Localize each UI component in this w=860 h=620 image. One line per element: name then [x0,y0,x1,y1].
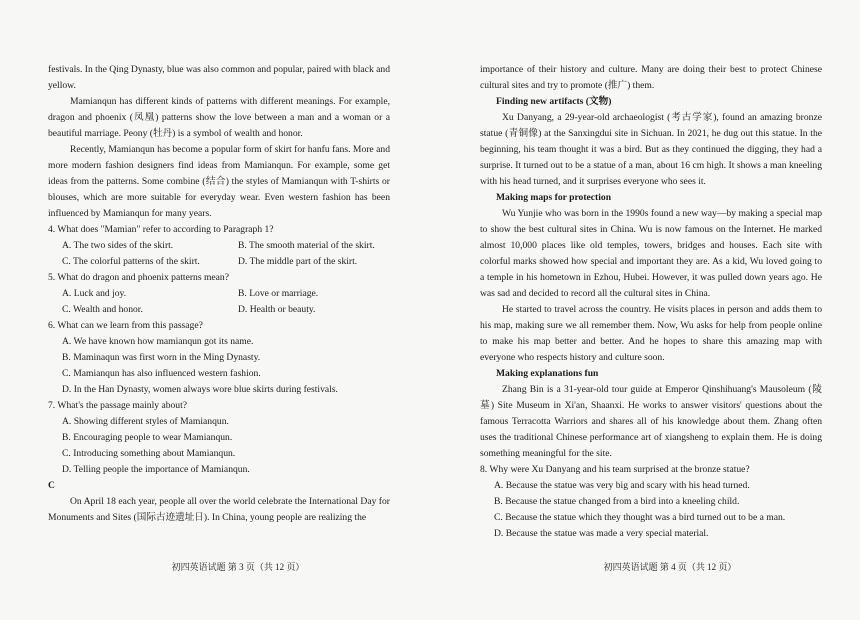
question-6-option-a: A. We have known how mamianqun got its name. [62,336,254,347]
question-4 [48,222,390,270]
question-6-option-b: B. Maminaqun was first worn in the Ming Dynasty. [62,352,261,363]
paragraph-patterns: Mamianqun has different kinds of patterns with different meanings. For example, dragon and phoenix (凤凰) patterns show the love between a man and a woman or a beautiful marriage. Peony (牡丹) is a symbol of wealth and honor. [48,96,390,139]
question-5-option-b: B. Love or marriage. [238,288,319,299]
question-7-option-d: D. Telling people the importance of Mamianqun. [62,464,250,475]
question-4-option-a: A. The two sides of the skirt. [62,240,174,251]
question-4-option-b: B. The smooth material of the skirt. [238,240,375,251]
question-5 [48,270,390,318]
question-5-options-row2 [48,302,390,318]
question-6-stem: 6. What can we learn from this passage? [48,320,203,331]
heading-making-maps: Making maps for protection [496,192,612,203]
page-4-footer: 初四英语试题 第 4 页（共 12 页） [603,562,737,572]
question-5-option-a: A. Luck and joy. [62,288,127,299]
paragraph-zhang-bin: Zhang Bin is a 31-year-old tour guide at Emperor Qinshihuang's Mausoleum (陵墓) Site Museum in Xi'an, Shaanxi. He works to answer visitors' questions about the famous Terracotta Warriors and shares all of his knowledge about them. Zhang often uses the traditional Chinese performance art of xiangsheng to explain them. He is doing something meaningful for the site. [480,384,822,459]
question-4-option-d: D. The middle part of the skirt. [238,256,358,267]
question-8-option-a: A. Because the statue was very big and scary with his head turned. [494,480,750,491]
paragraph-xu-danyang: Xu Danyang, a 29-year-old archaeologist (考古学家), found an amazing bronze statue (青铜像) at the Sanxingdui site in Sichuan. In 2021, he dug out this statue. In the beginning, his team thought it was a bird. But as they continued the digging, they had a surprise. It turned out to be a statue of a man, about 16 cm high. It shows a man kneeling with his head turned, and it surprises everyone who sees it. [480,112,822,187]
paragraph-recently: Recently, Mamianqun has become a popular form of skirt for hanfu fans. More and more modern fashion designers find ideas from Mamianqun. For example, some get ideas from the patterns. Some combine (结合) the styles of Mamianqun with T-shirts or blouses, which are more suitable for everyday wear. Even western fashion has been influenced by Mamianqun for many years. [48,144,390,219]
question-6-option-c: C. Mamianqun has also influenced western fashion. [62,368,261,379]
question-8-stem: 8. Why were Xu Danyang and his team surprised at the bronze statue? [480,464,750,475]
question-7-option-a: A. Showing different styles of Mamianqun. [62,416,229,427]
question-7-stem: 7. What's the passage mainly about? [48,400,188,411]
paragraph-importance: importance of their history and culture. Many are doing their best to protect Chinese cultural sites and try to promote (推广) them. [480,64,822,91]
section-c-heading: C [48,480,55,491]
question-5-stem: 5. What do dragon and phoenix patterns mean? [48,272,229,283]
question-8-option-d: D. Because the statue was made a very special material. [494,528,709,539]
question-4-options-row1 [48,238,390,254]
question-4-option-c: C. The colorful patterns of the skirt. [62,256,200,267]
question-5-options-row1 [48,286,390,302]
right-page-column [480,62,822,542]
left-page-column [48,62,390,526]
question-6-option-d: D. In the Han Dynasty, women always wore blue skirts during festivals. [62,384,338,395]
question-4-options-row2 [48,254,390,270]
question-7 [48,398,390,478]
question-8-option-c: C. Because the statue which they thought was a bird turned out to be a man. [494,512,786,523]
paragraph-wu-yunjie: Wu Yunjie who was born in the 1990s found a new way—by making a special map to show the best cultural sites in China. Wu is now famous on the Internet. He marked almost 10,000 places like old temples, towers, bridges and houses. Each site with colorful marks showed how special and important they are. As a kid, Wu loved going to a temple in his hometown in Ezhou, Hubei. However, it was pulled down years ago. He was sad and decided to record all the cultural sites in China. [480,208,822,299]
question-7-option-b: B. Encouraging people to wear Mamianqun. [62,432,233,443]
question-8 [480,462,822,542]
heading-finding-artifacts: Finding new artifacts (文物) [496,96,612,107]
paragraph-wu-travel: He started to travel across the country. He visits places in person and adds them to his map, making sure we all remember them. Now, Wu asks for help from people online to make his map better and better. And he hopes to share this amazing map with everyone who respects history and culture soon. [480,304,822,363]
question-8-option-b: B. Because the statue changed from a bird into a kneeling child. [494,496,740,507]
heading-explanations: Making explanations fun [496,368,599,379]
question-6 [48,318,390,398]
question-4-stem: 4. What does "Mamian" refer to according to Paragraph 1? [48,224,274,235]
question-7-option-c: C. Introducing something about Mamianqun. [62,448,236,459]
page-3-footer: 初四英语试题 第 3 页（共 12 页） [171,562,305,572]
paragraph-qing-dynasty: festivals. In the Qing Dynasty, blue was also common and popular, paired with black and yellow. [48,64,390,91]
question-5-option-d: D. Health or beauty. [238,304,316,315]
question-5-option-c: C. Wealth and honor. [62,304,143,315]
paragraph-april-18: On April 18 each year, people all over the world celebrate the International Day for Monuments and Sites (国际古迹遗址日). In China, young people are realizing the [48,496,390,523]
